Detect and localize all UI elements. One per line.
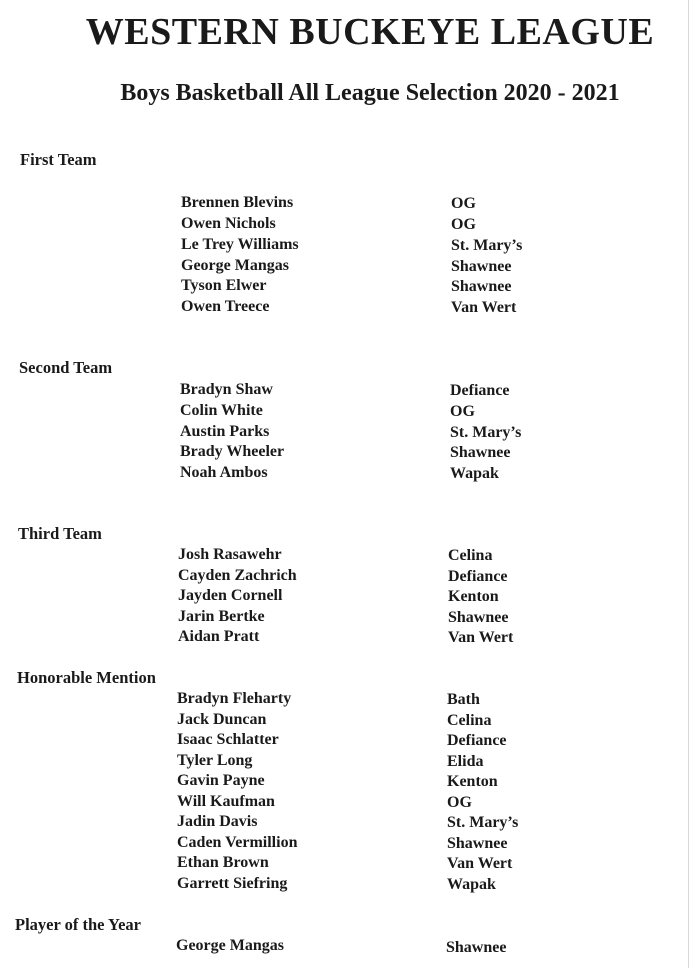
player-school: Defiance: [448, 568, 508, 585]
player-school: Celina: [448, 547, 493, 564]
player-school: Kenton: [447, 773, 498, 790]
player-school: Kenton: [448, 588, 499, 605]
player-school: St. Mary’s: [451, 237, 523, 254]
player-school: Van Wert: [448, 629, 514, 646]
section-heading-second-team: Second Team: [19, 358, 113, 377]
player-school: Elida: [447, 753, 484, 770]
selection-subtitle: Boys Basketball All League Selection 2020 - 2021: [120, 80, 620, 106]
player-name: Tyler Long: [177, 752, 253, 769]
player-school: Van Wert: [447, 855, 513, 872]
player-name: Isaac Schlatter: [177, 731, 279, 748]
player-name: Ethan Brown: [177, 854, 269, 871]
player-name: Gavin Payne: [177, 772, 265, 789]
league-title: WESTERN BUCKEYE LEAGUE: [85, 11, 655, 53]
scan-edge-line: [688, 0, 689, 968]
player-school: Defiance: [447, 732, 507, 749]
player-school: OG: [447, 794, 472, 811]
player-name: Jack Duncan: [177, 711, 267, 728]
player-school: Wapak: [450, 465, 499, 482]
player-name: Jayden Cornell: [178, 587, 283, 604]
player-name: George Mangas: [176, 937, 284, 954]
player-school: St. Mary’s: [450, 424, 522, 441]
player-name: Noah Ambos: [180, 464, 268, 481]
player-school: Shawnee: [448, 609, 509, 626]
player-name: Owen Nichols: [181, 215, 276, 232]
player-name: Tyson Elwer: [181, 277, 267, 294]
player-name: Josh Rasawehr: [178, 546, 282, 563]
player-name: Owen Treece: [181, 298, 270, 315]
player-name: George Mangas: [181, 257, 289, 274]
player-school: Celina: [447, 712, 492, 729]
player-name: Garrett Siefring: [177, 875, 288, 892]
player-school: St. Mary’s: [447, 814, 519, 831]
player-school: OG: [450, 403, 475, 420]
player-name: Caden Vermillion: [177, 834, 298, 851]
player-name: Brennen Blevins: [181, 194, 294, 211]
player-school: Bath: [447, 691, 480, 708]
player-name: Austin Parks: [180, 423, 270, 440]
player-school: Shawnee: [450, 444, 511, 461]
player-school: OG: [451, 216, 476, 233]
player-name: Jarin Bertke: [178, 608, 265, 625]
player-school: Defiance: [450, 382, 510, 399]
section-heading-honorable-mention: Honorable Mention: [17, 668, 156, 687]
player-school: Shawnee: [447, 835, 508, 852]
player-school: Shawnee: [451, 278, 512, 295]
player-name: Jadin Davis: [177, 813, 258, 830]
section-heading-first-team: First Team: [20, 150, 97, 169]
player-name: Le Trey Williams: [181, 236, 299, 253]
player-school: Shawnee: [451, 258, 512, 275]
player-name: Cayden Zachrich: [178, 567, 297, 584]
player-name: Bradyn Fleharty: [177, 690, 292, 707]
player-name: Brady Wheeler: [180, 443, 285, 460]
section-heading-player-of-the-year: Player of the Year: [15, 915, 141, 934]
player-name: Aidan Pratt: [178, 628, 260, 645]
player-name: Colin White: [180, 402, 263, 419]
player-school: Wapak: [447, 876, 496, 893]
player-school: Shawnee: [446, 939, 507, 956]
section-heading-third-team: Third Team: [18, 524, 102, 543]
player-name: Will Kaufman: [177, 793, 275, 810]
player-school: OG: [451, 195, 476, 212]
player-name: Bradyn Shaw: [180, 381, 273, 398]
player-school: Van Wert: [451, 299, 517, 316]
